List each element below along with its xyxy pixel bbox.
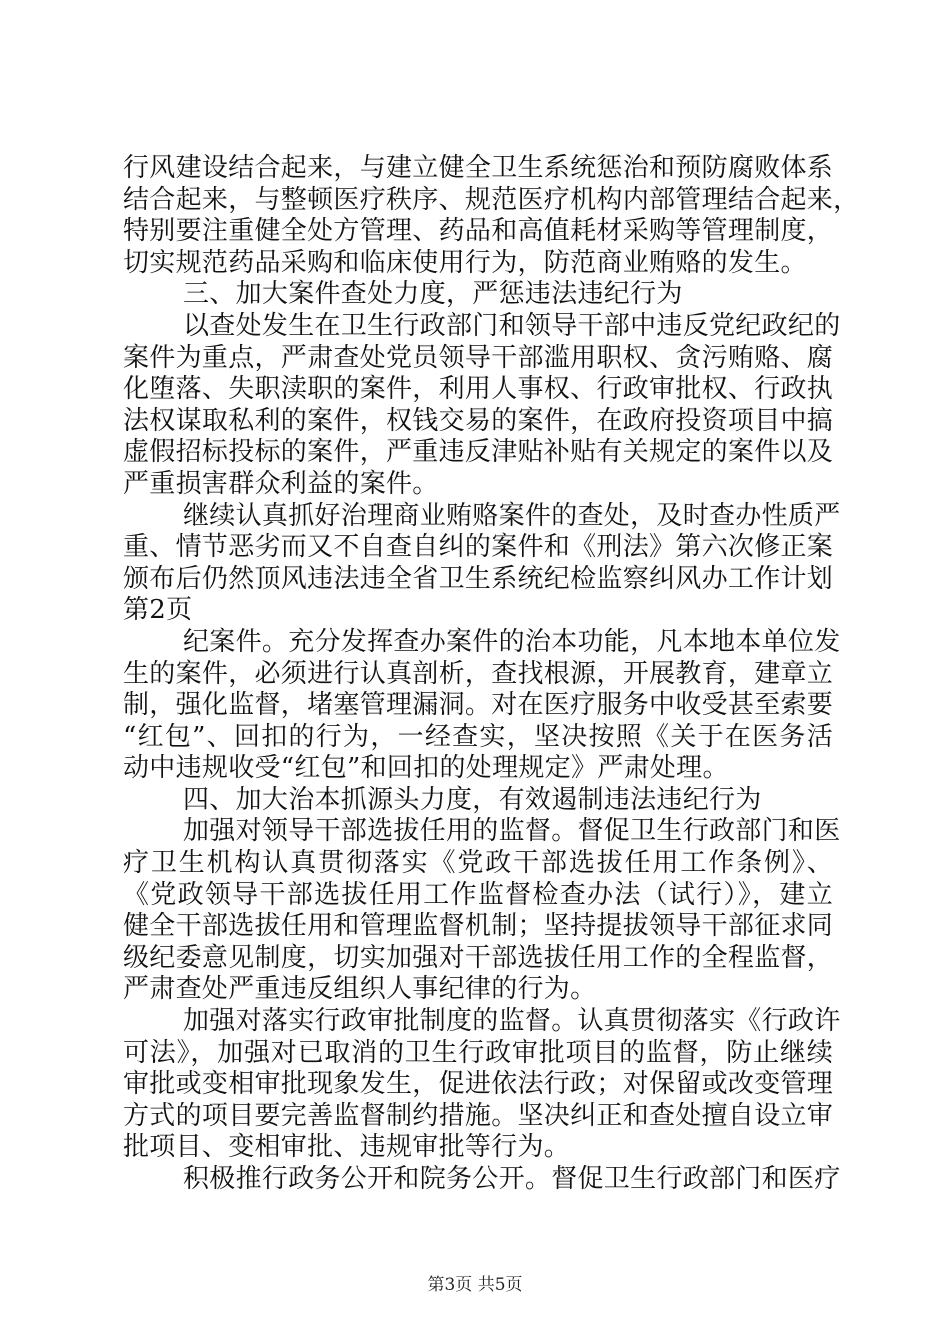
text-line: 积极推行政务公开和院务公开。督促卫生行政部门和医疗 bbox=[183, 1164, 841, 1194]
text-line: 方式的项目要完善监督制约措施。坚决纠正和查处擅自设立审 bbox=[123, 1100, 834, 1131]
document-body bbox=[123, 153, 860, 1196]
text-line: 动中违规收受“红包”和回扣的处理规定》严肃处理。 bbox=[123, 753, 729, 784]
text-line: 可法》，加强对已取消的卫生行政审批项目的监督，防止继续 bbox=[123, 1037, 833, 1068]
text-line: 重、情节恶劣而又不自查自纠的案件和《刑法》第六次修正案 bbox=[123, 532, 834, 563]
text-line: 化堕落、失职渎职的案件，利用人事权、行政审批权、行政执 bbox=[123, 374, 834, 405]
text-line: 审批或变相审批现象发生，促进依法行政；对保留或改变管理 bbox=[123, 1069, 834, 1100]
text-line: 虚假招标投标的案件，严重违反津贴补贴有关规定的案件以及 bbox=[123, 437, 834, 468]
text-line: 严重损害群众利益的案件。 bbox=[123, 468, 439, 499]
text-line: 继续认真抓好治理商业贿赂案件的查处，及时查办性质严 bbox=[183, 500, 841, 531]
text-line: 健全干部选拔任用和管理监督机制；坚持提拔领导干部征求同 bbox=[123, 911, 834, 942]
text-line: 《党政领导干部选拔任用工作监督检查办法（试行）》，建立 bbox=[123, 879, 833, 910]
text-line: 疗卫生机构认真贯彻落实《党政干部选拔任用工作条例》、 bbox=[123, 848, 833, 879]
text-line: 结合起来，与整顿医疗秩序、规范医疗机构内部管理结合起来， bbox=[123, 184, 860, 215]
text-line: 四、加大治本抓源头力度，有效遏制违法违纪行为 bbox=[183, 784, 762, 815]
text-line: 第2页 bbox=[123, 595, 193, 626]
text-line: 三、加大案件查处力度，严惩违法违纪行为 bbox=[183, 279, 683, 310]
page-footer: 第3页 共5页 bbox=[427, 1275, 523, 1295]
text-line: 加强对落实行政审批制度的监督。认真贯彻落实《行政许 bbox=[183, 1006, 841, 1037]
text-line: 加强对领导干部选拔任用的监督。督促卫生行政部门和医 bbox=[183, 816, 841, 847]
text-line: 批项目、变相审批、违规审批等行为。 bbox=[123, 1132, 571, 1163]
text-line: 以查处发生在卫生行政部门和领导干部中违反党纪政纪的 bbox=[183, 310, 841, 341]
text-line: 纪案件。充分发挥查办案件的治本功能，凡本地本单位发 bbox=[183, 626, 841, 657]
text-line: 制，强化监督，堵塞管理漏洞。对在医疗服务中收受甚至索要 bbox=[123, 690, 834, 721]
text-line: “红包”、回扣的行为，一经查实，坚决按照《关于在医务活 bbox=[123, 721, 833, 752]
text-line: 法权谋取私利的案件，权钱交易的案件，在政府投资项目中搞 bbox=[123, 405, 834, 436]
text-line: 级纪委意见制度，切实加强对干部选拔任用工作的全程监督， bbox=[123, 942, 834, 973]
text-line: 颁布后仍然顶风违法违全省卫生系统纪检监察纠风办工作计划 bbox=[123, 563, 834, 594]
text-line: 生的案件，必须进行认真剖析，查找根源，开展教育，建章立 bbox=[123, 658, 834, 689]
text-line: 行风建设结合起来，与建立健全卫生系统惩治和预防腐败体系 bbox=[123, 153, 834, 183]
text-line: 切实规范药品采购和临床使用行为，防范商业贿赂的发生。 bbox=[123, 247, 807, 278]
text-line: 特别要注重健全处方管理、药品和高值耗材采购等管理制度， bbox=[123, 216, 834, 247]
text-line: 严肃查处严重违反组织人事纪律的行为。 bbox=[123, 974, 597, 1005]
text-line: 案件为重点，严肃查处党员领导干部滥用职权、贪污贿赂、腐 bbox=[123, 342, 834, 373]
